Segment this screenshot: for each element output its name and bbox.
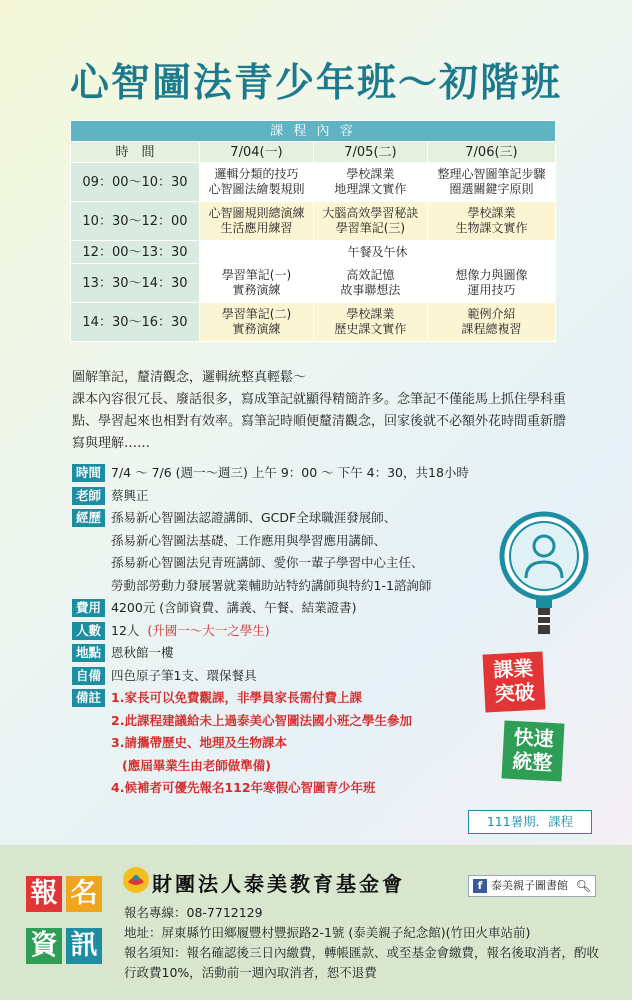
- course-info: [72, 462, 512, 800]
- schedule-table: [70, 120, 556, 342]
- contact-info: [124, 903, 604, 983]
- session-cell: 學校課業 生物課文實作: [427, 202, 555, 241]
- experience-line: 孫易新心智圖法兒青班講師、愛你一輩子學習中心主任、: [111, 555, 424, 570]
- day-header: 7/05(二): [313, 142, 427, 163]
- bring-text: 四色原子筆1支、環保餐具: [111, 667, 257, 683]
- table-row: [71, 264, 556, 303]
- magnifier-person-icon: [498, 510, 590, 638]
- signup-char: 資: [26, 928, 62, 964]
- experience-line: 孫易新心智圖法基礎、工作應用與學習應用講師、: [111, 532, 387, 548]
- signup-char: 訊: [66, 928, 102, 964]
- experience-line: 勞動部勞動力發展署就業輔助站特約講師與特約1-1諮詢師: [111, 577, 432, 593]
- time-text: 7/4 ～ 7/6 (週一～週三) 上午 9：00 ～ 下午 4：30，共18小時: [111, 465, 469, 480]
- fee-tag: 費用: [72, 599, 105, 617]
- place-tag: 地點: [72, 644, 105, 662]
- count-tag: 人數: [72, 622, 105, 640]
- table-row: [71, 163, 556, 202]
- intro-text: [72, 367, 572, 455]
- time-slot: 09：00～10：30: [71, 163, 200, 202]
- session-cell: 想像力與圖像 運用技巧: [427, 264, 555, 303]
- note-line: 1.家長可以免費觀課，非學員家長需付費上課: [111, 690, 362, 705]
- stamp-fast-summary: 快速 統整: [502, 720, 565, 781]
- session-cell: 整理心智圖筆記步驟 圈選關鍵字原則: [427, 163, 555, 202]
- schedule-header: 課 程 內 容: [71, 121, 556, 142]
- session-cell: 高效記憶 故事聯想法: [313, 264, 427, 303]
- facebook-search-box[interactable]: [468, 875, 596, 897]
- fee-text: 4200元 (含師資費、講義、午餐、結業證書): [111, 600, 357, 615]
- day-header: 7/04(一): [200, 142, 314, 163]
- experience-line: 孫易新心智圖法認證講師、GCDF全球職涯發展師、: [111, 510, 397, 525]
- note-line: 3.請攜帶歷史、地理及生物課本: [111, 735, 287, 750]
- table-row: [71, 241, 556, 264]
- time-tag: 時間: [72, 464, 105, 482]
- day-header: 7/06(三): [427, 142, 555, 163]
- session-cell: 學習筆記(二) 實務演練: [200, 303, 314, 342]
- organization-name: 財團法人泰美教育基金會: [152, 872, 405, 896]
- time-column-header: 時 間: [71, 142, 200, 163]
- note-line: 2.此課程建議給未上過泰美心智圖法國小班之學生參加: [111, 712, 412, 728]
- time-slot: 13：30～14：30: [71, 264, 200, 303]
- page-title: 心智圖法青少年班～初階班: [69, 60, 562, 106]
- count-text: 12人: [111, 622, 140, 638]
- facebook-icon: f: [473, 879, 487, 893]
- notice-line: 報名須知：報名確認後三日內繳費，轉帳匯款、或至基金會繳費，報名後取消者，酌收行政費10%，活動前一週內取消者，恕不退費: [124, 945, 600, 980]
- stamp-breakthrough: 課業 突破: [483, 651, 546, 712]
- intro-headline: 圖解筆記，釐清觀念，邏輯統整真輕鬆～: [72, 370, 307, 385]
- count-note: (升國一～大一之學生): [147, 622, 270, 638]
- place-text: 恩秋館一樓: [111, 645, 174, 660]
- note-line: 4.候補者可優先報名112年寒假心智圖青少年班: [111, 780, 376, 795]
- teacher-text: 蔡興正: [111, 487, 149, 503]
- signup-char: 名: [66, 876, 102, 912]
- session-cell: 學校課業 歷史課文實作: [313, 303, 427, 342]
- table-row: [71, 202, 556, 241]
- address-line: 地址：屏東縣竹田鄉履豐村豐振路2-1號 (泰美親子紀念館)(竹田火車站前): [124, 925, 531, 940]
- session-cell: 學校課業 地理課文實作: [313, 163, 427, 202]
- phone-line: 報名專線：08-7712129: [124, 905, 263, 920]
- note-line: (應屆畢業生由老師做準備): [122, 757, 271, 773]
- foundation-logo-icon: [122, 866, 150, 894]
- search-icon: 🔍︎: [575, 879, 591, 893]
- signup-char: 報: [26, 876, 62, 912]
- teacher-tag: 老師: [72, 487, 105, 505]
- table-row: [71, 303, 556, 342]
- facebook-page-name: 泰美親子圖書館: [491, 879, 568, 892]
- session-cell: 心智圖規則總演練 生活應用練習: [200, 202, 314, 241]
- bring-tag: 自備: [72, 667, 105, 685]
- session-cell: 邏輯分類的技巧 心智圖法繪製規則: [200, 163, 314, 202]
- lunch-cell: 午餐及午休: [200, 241, 556, 264]
- intro-paragraph: 課本內容很冗長、廢話很多，寫成筆記就顯得精簡許多。念筆記不僅能馬上抓住學科重點、學習起來也相對有效率。寫筆記時順便釐清觀念，回家後就不必額外花時間重新謄寫與理解……: [72, 392, 567, 451]
- session-cell: 範例介紹 課程總複習: [427, 303, 555, 342]
- time-slot: 12：00～13：30: [71, 241, 200, 264]
- note-tag: 備註: [72, 689, 105, 707]
- session-cell: 學習筆記(一) 實務演練: [200, 264, 314, 303]
- experience-tag: 經歷: [72, 509, 105, 527]
- term-label: 111暑期．課程: [468, 810, 592, 834]
- time-slot: 14：30～16：30: [71, 303, 200, 342]
- time-slot: 10：30～12：00: [71, 202, 200, 241]
- session-cell: 大腦高效學習秘訣 學習筆記(三): [313, 202, 427, 241]
